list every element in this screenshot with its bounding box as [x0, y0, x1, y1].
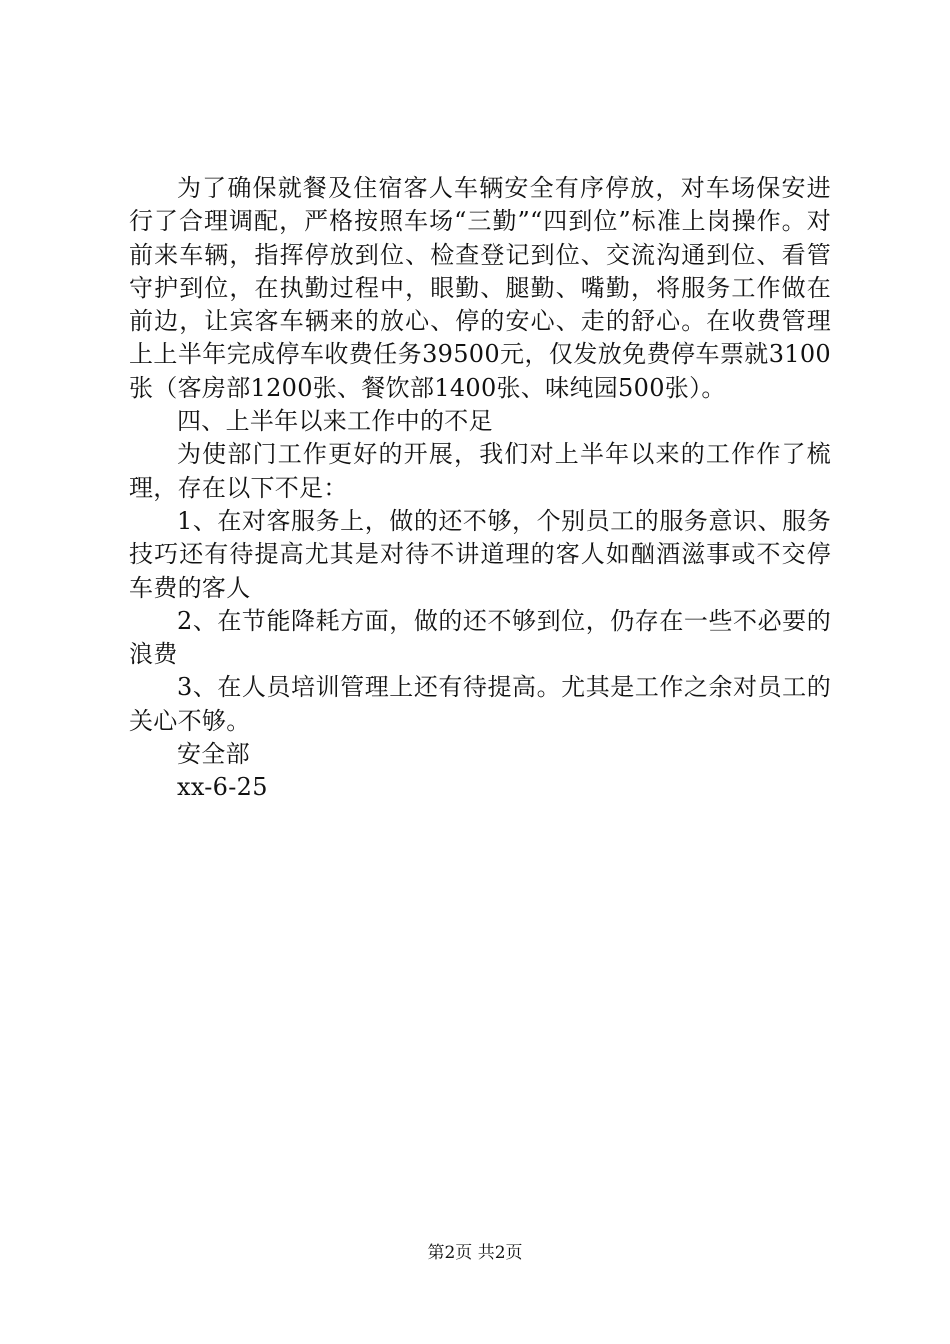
list-item-shortcoming-1: 1、在对客服务上，做的还不够，个别员工的服务意识、服务技巧还有待提高尤其是对待不讲道理的客人如酗酒滋事或不交停车费的客人 — [129, 506, 831, 602]
signature-department: 安全部 — [177, 740, 250, 769]
paragraph-shortcomings-intro: 为使部门工作更好的开展，我们对上半年以来的工作作了梳理，存在以下不足： — [129, 440, 831, 502]
page-number-footer: 第2页 共2页 — [427, 1243, 523, 1263]
list-item-shortcoming-3: 3、在人员培训管理上还有待提高。尤其是工作之余对员工的关心不够。 — [129, 673, 831, 735]
list-item-shortcoming-2: 2、在节能降耗方面，做的还不够到位，仍存在一些不必要的浪费 — [129, 606, 831, 669]
paragraph-parking-management: 为了确保就餐及住宿客人车辆安全有序停放，对车场保安进行了合理调配，严格按照车场“三勤”“四到位”标准上岗操作。对前来车辆，指挥停放到位、检查登记到位、交流沟通到位、看管守护到位，在执勤过程中，眼勤、腿勤、嘴勤，将服务工作做在前边，让宾客车辆来的放心、停的安心、走的舒心。在收费管理上上半年完成停车收费任务39500元，仅发放免费停车票就3100张（客房部1200张、餐饮部1400张、味纯园500张）。 — [129, 174, 831, 402]
section-heading-shortcomings: 四、上半年以来工作中的不足 — [177, 407, 493, 436]
document-body — [129, 172, 831, 805]
signature-date: xx-6-25 — [177, 773, 268, 802]
